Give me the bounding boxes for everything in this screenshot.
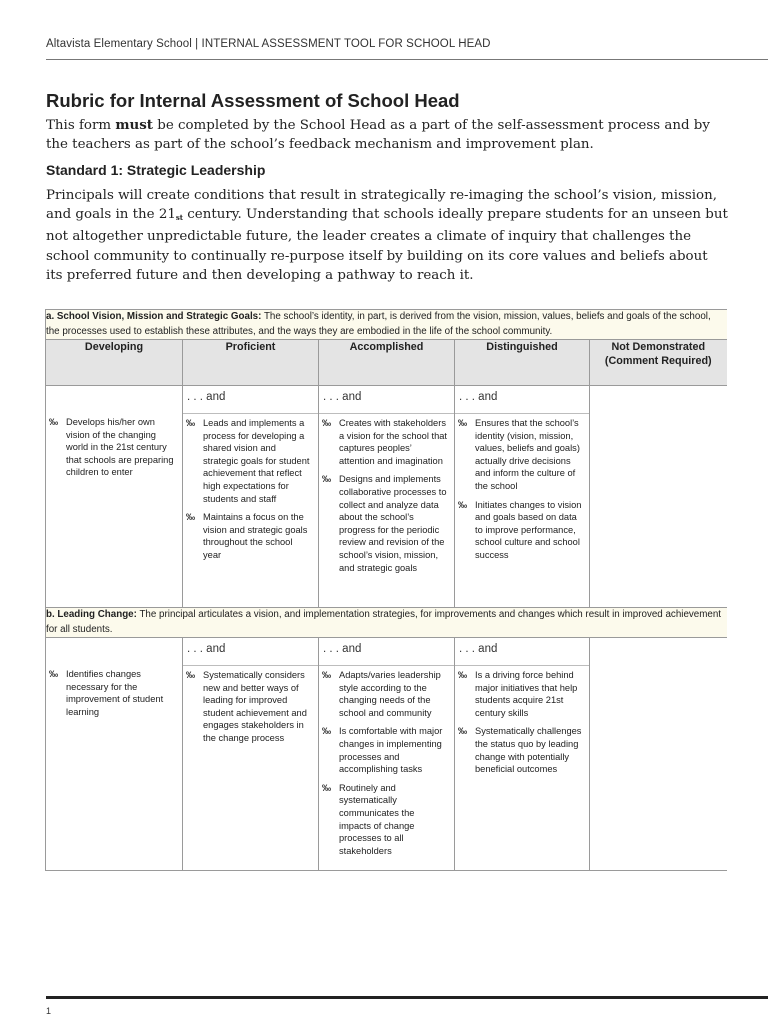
criterion-item	[49, 668, 176, 718]
and-label: . . . and	[183, 638, 319, 666]
bullet-marker-icon: ‰	[322, 726, 331, 737]
col-header-not-demonstrated: Not Demonstrated (Comment Required)	[590, 340, 727, 386]
criterion-item	[322, 417, 448, 467]
section-a-comment-cell	[590, 386, 727, 608]
section-a-accomplished-list	[319, 414, 454, 586]
bullet-marker-icon: ‰	[458, 726, 467, 737]
criterion-item	[322, 669, 448, 719]
and-label: . . . and	[319, 386, 455, 414]
section-b-text: The principal articulates a vision, and implementation strategies, for improvements and changes which result in improved achievement for all students.	[46, 609, 722, 635]
section-a-label: a. School Vision, Mission and Strategic Goals:	[46, 311, 262, 322]
section-a-distinguished-list	[455, 414, 589, 574]
criterion-item	[186, 417, 312, 505]
section-a-proficient-cell	[183, 386, 319, 608]
bullet-marker-icon: ‰	[458, 499, 467, 510]
intro-text-before: This form	[46, 118, 116, 133]
criterion-text: Maintains a focus on the vision and strategic goals throughout the school year	[203, 512, 308, 560]
column-header-row	[46, 340, 727, 386]
criterion-text: Leads and implements a process for developing a shared vision and strategic goals for student achievement that reflect high expectations for students and staff	[203, 418, 310, 504]
standard-desc-part-2: century. Understanding that schools ideally prepare students for an unseen but not altogether unpredictable future, the leader creates a climate of inquiry that challenges the school community to continually re-purpose itself by building on its core values and beliefs about its preferred future and then developing a pathway to reach it.	[46, 207, 728, 283]
criterion-text: Designs and implements collaborative processes to collect and analyze data about the school’s progress for the periodic review and revision of the school’s vision, mission, and strategic goals	[339, 474, 447, 573]
bullet-marker-icon: ‰	[186, 512, 195, 523]
criterion-text: Is comfortable with major changes in implementing processes and accomplishing tasks	[339, 726, 443, 775]
criterion-text: Systematically considers new and better ways of leading for improved student achievement and engages stakeholders in the change process	[203, 670, 307, 743]
criterion-item	[322, 473, 448, 574]
section-a-text: The school’s identity, in part, is derived from the vision, mission, values, beliefs and goals of the school, the processes used to establish these attributes, and the ways they are embodied in the life of the school community.	[46, 311, 711, 337]
criterion-text: Ensures that the school’s identity (vision, mission, values, beliefs and goals) actually drive decisions and inform the culture of the school	[475, 418, 580, 491]
bullet-marker-icon: ‰	[49, 417, 58, 427]
section-a-proficient-list	[183, 414, 318, 574]
criterion-item	[458, 725, 583, 775]
criterion-item	[458, 417, 583, 493]
section-a-criteria-row	[46, 386, 727, 608]
criterion-text: Is a driving force behind major initiatives that help students acquire 21st century skills	[475, 670, 578, 718]
bullet-marker-icon: ‰	[322, 474, 331, 485]
section-a-developing-list	[46, 413, 182, 491]
criterion-item	[458, 669, 583, 719]
bullet-marker-icon: ‰	[322, 782, 331, 793]
intro-emphasis: must	[115, 117, 153, 133]
criterion-text: Adapts/varies leadership style according to the changing needs of the school and community	[339, 670, 441, 718]
and-label: . . . and	[319, 638, 455, 666]
section-b-distinguished-list	[455, 666, 589, 788]
criterion-text: Develops his/her own vision of the changing world in the 21st century that schools are preparing children to enter	[66, 417, 174, 478]
criterion-item	[186, 511, 312, 561]
header-divider	[46, 59, 768, 60]
page-title: Rubric for Internal Assessment of School Head	[46, 90, 460, 111]
criterion-item	[322, 725, 448, 775]
bullet-marker-icon: ‰	[322, 670, 331, 680]
col-header-distinguished: Distinguished	[455, 340, 590, 386]
section-a-header-row	[46, 310, 727, 340]
section-b-distinguished-cell	[455, 638, 590, 871]
and-label: . . . and	[455, 386, 590, 414]
rubric-table	[45, 309, 727, 871]
col-header-accomplished: Accomplished	[319, 340, 455, 386]
criterion-text: Initiates changes to vision and goals based on data to improve performance, school culture and school success	[475, 499, 582, 560]
footer-divider	[46, 996, 768, 999]
criterion-item	[186, 669, 312, 745]
page-header: Altavista Elementary School | INTERNAL ASSESSMENT TOOL FOR SCHOOL HEAD	[46, 38, 491, 50]
criterion-item	[49, 416, 176, 479]
bullet-marker-icon: ‰	[186, 670, 195, 680]
and-label: . . . and	[455, 638, 590, 666]
ordinal-suffix: st	[175, 213, 184, 223]
section-b-header-row	[46, 608, 727, 638]
page-number: 1	[46, 1006, 52, 1016]
section-b-proficient-cell	[183, 638, 319, 871]
intro-text-after: be completed by the School Head as a part of the self-assessment process and by the teachers as part of the school’s feedback mechanism and improvement plan.	[46, 118, 710, 152]
section-a-description	[46, 310, 727, 340]
bullet-marker-icon: ‰	[458, 418, 467, 428]
standard-heading: Standard 1: Strategic Leadership	[46, 162, 266, 178]
section-b-comment-cell	[590, 638, 727, 871]
criterion-text: Routinely and systematically communicates the impacts of change processes to all stakeholders	[339, 782, 415, 856]
section-a-developing-cell	[46, 386, 183, 608]
standard-desc-part-1: Principals will create conditions that result in strategically re-imaging the school’s vision, mission, and goals in the 21	[46, 188, 717, 223]
section-b-accomplished-cell	[319, 638, 455, 871]
bullet-marker-icon: ‰	[186, 418, 195, 428]
bullet-marker-icon: ‰	[458, 670, 467, 680]
section-b-label: b. Leading Change:	[46, 609, 137, 620]
col-header-proficient: Proficient	[183, 340, 319, 386]
criterion-item	[458, 499, 583, 562]
criterion-item	[322, 782, 448, 858]
section-b-developing-list	[46, 665, 182, 730]
and-label: . . . and	[183, 386, 319, 414]
section-b-criteria-row	[46, 638, 727, 871]
section-a-distinguished-cell	[455, 386, 590, 608]
criterion-text: Identifies changes necessary for the improvement of student learning	[66, 669, 164, 717]
criterion-text: Systematically challenges the status quo by leading change with potentially beneficial outcomes	[475, 726, 582, 775]
section-b-accomplished-list	[319, 666, 454, 869]
criterion-text: Creates with stakeholders a vision for the school that captures peoples’ attention and imagination	[339, 418, 448, 466]
section-b-description	[46, 608, 727, 638]
bullet-marker-icon: ‰	[49, 669, 58, 679]
section-a-accomplished-cell	[319, 386, 455, 608]
section-b-proficient-list	[183, 666, 318, 757]
standard-description	[46, 186, 728, 285]
section-b-developing-cell	[46, 638, 183, 871]
col-header-developing: Developing	[46, 340, 183, 386]
bullet-marker-icon: ‰	[322, 418, 331, 428]
intro-paragraph	[46, 116, 726, 154]
